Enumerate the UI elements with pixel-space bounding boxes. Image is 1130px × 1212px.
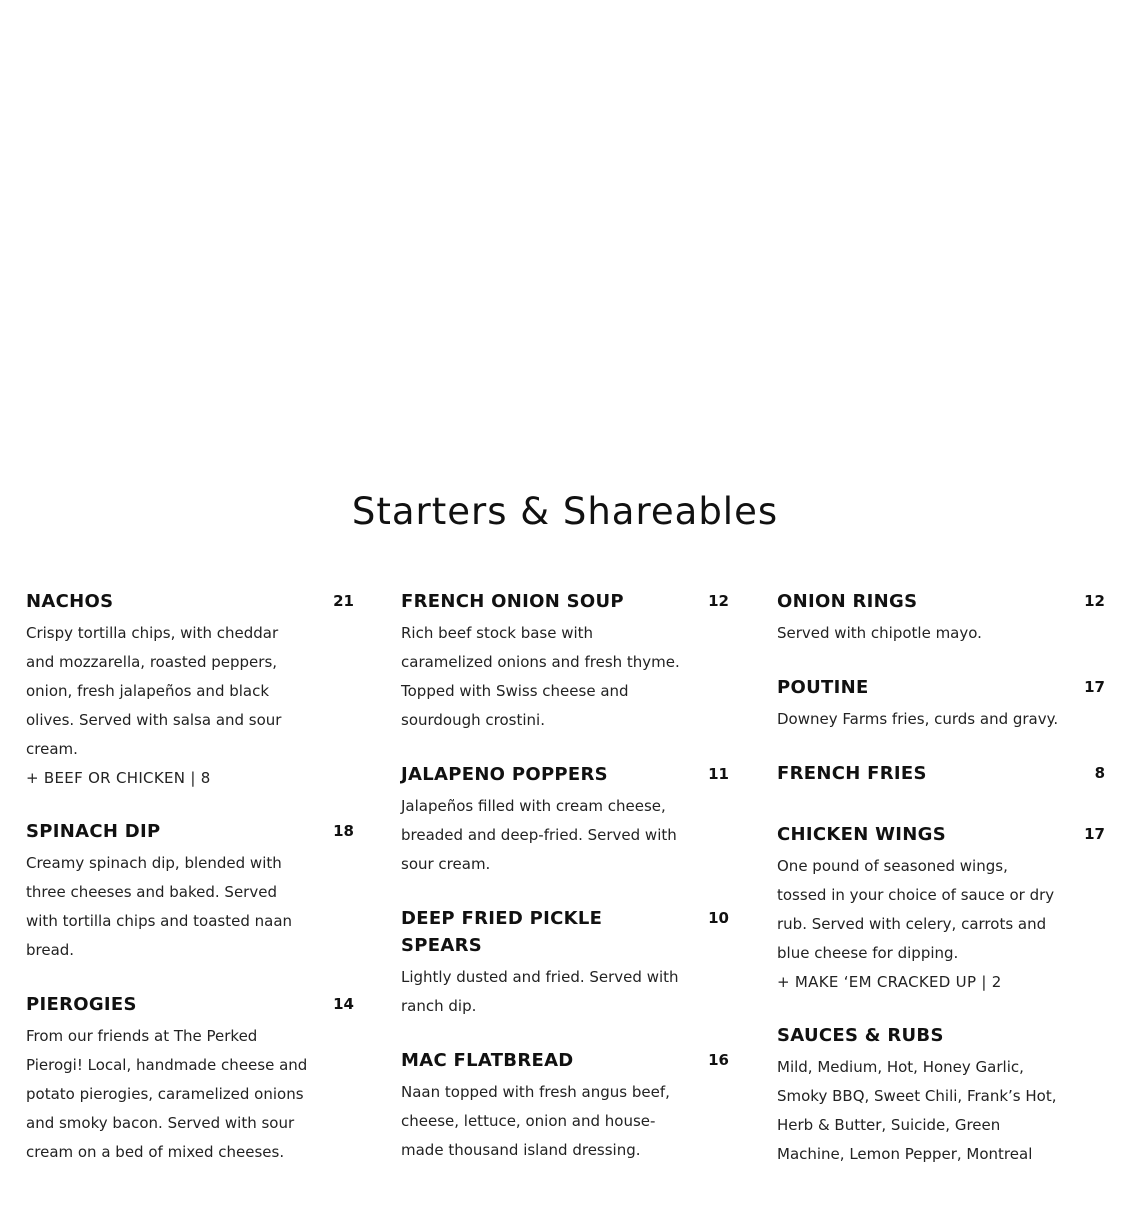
item-price: 18 xyxy=(333,822,354,840)
item-description: Jalapeños filled with cream cheese, breaded and deep-fried. Served with sour cream. xyxy=(401,797,677,873)
menu-column-3 xyxy=(777,588,1105,1195)
item-description: From our friends at The Perked Pierogi! Local, handmade cheese and potato pierogies, caramelized onions and smoky bacon. Served with sour cream on a bed of mixed cheeses. xyxy=(26,1027,308,1161)
menu-item-onion-rings xyxy=(777,588,1105,648)
menu-item-spinach-dip xyxy=(26,818,354,965)
item-price: 14 xyxy=(333,995,354,1013)
item-price: 17 xyxy=(1084,825,1105,843)
item-price: 10 xyxy=(708,909,729,927)
hero-banner xyxy=(0,0,1130,470)
item-price: 8 xyxy=(1094,764,1105,782)
menu-item-sauces-and-rubs xyxy=(777,1022,1105,1169)
item-name: SPINACH DIP xyxy=(26,821,161,842)
menu-item-nachos xyxy=(26,588,354,792)
item-name: NACHOS xyxy=(26,591,114,612)
menu-item-deep-fried-pickle-spears xyxy=(401,905,729,1021)
item-price: 12 xyxy=(1084,592,1105,610)
item-addon: + MAKE ‘EM CRACKED UP | 2 xyxy=(777,973,1002,991)
item-price: 21 xyxy=(333,592,354,610)
item-name: POUTINE xyxy=(777,677,869,698)
item-description: Creamy spinach dip, blended with three cheeses and baked. Served with tortilla chips and toasted naan bread. xyxy=(26,854,293,959)
item-description: Rich beef stock base with caramelized onions and fresh thyme. Topped with Swiss cheese and sourdough crostini. xyxy=(401,624,680,729)
item-price: 12 xyxy=(708,592,729,610)
item-description: Downey Farms fries, curds and gravy. xyxy=(777,710,1059,728)
item-name: DEEP FRIED PICKLE SPEARS xyxy=(401,908,603,956)
menu-item-chicken-wings xyxy=(777,821,1105,996)
item-description: Naan topped with fresh angus beef, cheese, lettuce, onion and house-made thousand island dressing. xyxy=(401,1083,670,1159)
menu-item-jalapeno-poppers xyxy=(401,761,729,879)
item-description: Mild, Medium, Hot, Honey Garlic, Smoky BBQ, Sweet Chili, Frank’s Hot, Herb & Butter, Suicide, Green Machine, Lemon Pepper, Montreal xyxy=(777,1058,1057,1163)
item-description: Served with chipotle mayo. xyxy=(777,624,982,642)
item-description: Lightly dusted and fried. Served with ranch dip. xyxy=(401,968,679,1015)
menu-item-poutine xyxy=(777,674,1105,734)
menu-item-mac-flatbread xyxy=(401,1047,729,1165)
item-name: FRENCH FRIES xyxy=(777,763,927,784)
item-name: CHICKEN WINGS xyxy=(777,824,947,845)
item-price: 16 xyxy=(708,1051,729,1069)
item-name: JALAPENO POPPERS xyxy=(401,764,608,785)
item-name: PIEROGIES xyxy=(26,994,137,1015)
item-name: ONION RINGS xyxy=(777,591,918,612)
item-price: 17 xyxy=(1084,678,1105,696)
section-title: Starters & Shareables xyxy=(351,490,779,533)
menu-item-french-onion-soup xyxy=(401,588,729,735)
menu-column-2 xyxy=(401,588,729,1191)
item-name: FRENCH ONION SOUP xyxy=(401,591,624,612)
menu-item-pierogies xyxy=(26,991,354,1167)
menu-column-1 xyxy=(26,588,354,1193)
item-description: Crispy tortilla chips, with cheddar and mozzarella, roasted peppers, onion, fresh jalapeños and black olives. Served with salsa and sour cream. xyxy=(26,624,282,758)
item-addon: + BEEF OR CHICKEN | 8 xyxy=(26,769,211,787)
item-name: MAC FLATBREAD xyxy=(401,1050,574,1071)
menu-item-french-fries xyxy=(777,760,1105,787)
item-description: One pound of seasoned wings, tossed in your choice of sauce or dry rub. Served with celery, carrots and blue cheese for dipping. xyxy=(777,857,1055,962)
item-price: 11 xyxy=(708,765,729,783)
item-name: SAUCES & RUBS xyxy=(777,1025,944,1046)
